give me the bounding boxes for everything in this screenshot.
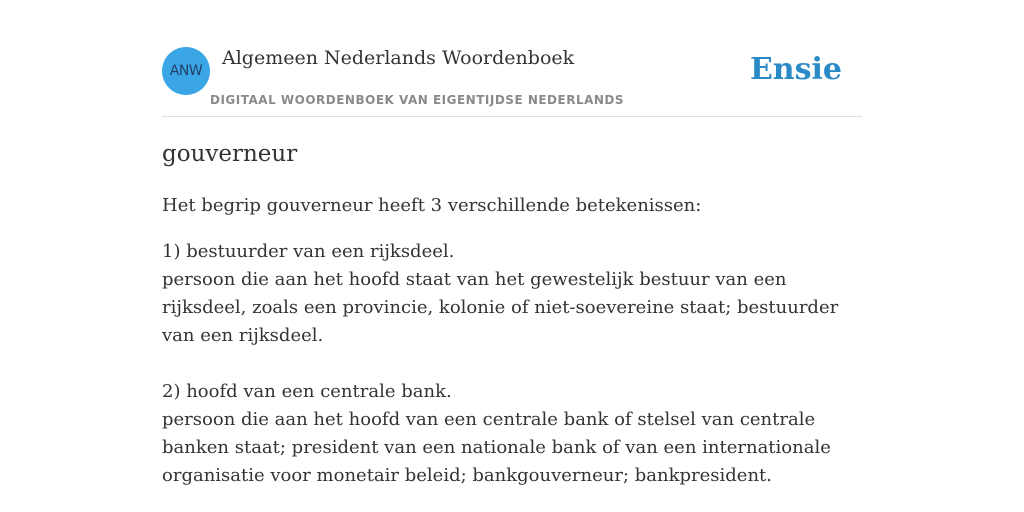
entry-intro: Het begrip gouverneur heeft 3 verschillende betekenissen:	[162, 195, 702, 216]
site-header	[162, 46, 862, 117]
meaning-definition: persoon die aan het hoofd staat van het gewestelijk bestuur van een rijksdeel, zoals een provincie, kolonie of niet-soevereine staat; bestuurder van een rijksdeel.	[162, 269, 839, 346]
meaning-heading: 2) hoofd van een centrale bank.	[162, 381, 452, 402]
site-subtitle: DIGITAAL WOORDENBOEK VAN EIGENTIJDSE NEDERLANDS	[210, 93, 625, 107]
meaning-heading: 1) bestuurder van een rijksdeel.	[162, 241, 455, 262]
entry-content	[162, 138, 862, 512]
entry-term: gouverneur	[162, 141, 298, 167]
site-title[interactable]: Algemeen Nederlands Woordenboek	[222, 47, 575, 69]
meaning-definition: persoon die aan het hoofd van een centrale bank of stelsel van centrale banken staat; president van een nationale bank of van een internationale organisatie voor monetair beleid; bankgouverneur; bankpresident.	[162, 409, 831, 486]
anw-logo-text: ANW	[169, 63, 203, 79]
meaning-item	[162, 238, 862, 350]
anw-logo[interactable]	[162, 47, 210, 95]
ensie-logo-link[interactable]: Ensie	[749, 52, 842, 87]
meaning-item	[162, 378, 862, 490]
